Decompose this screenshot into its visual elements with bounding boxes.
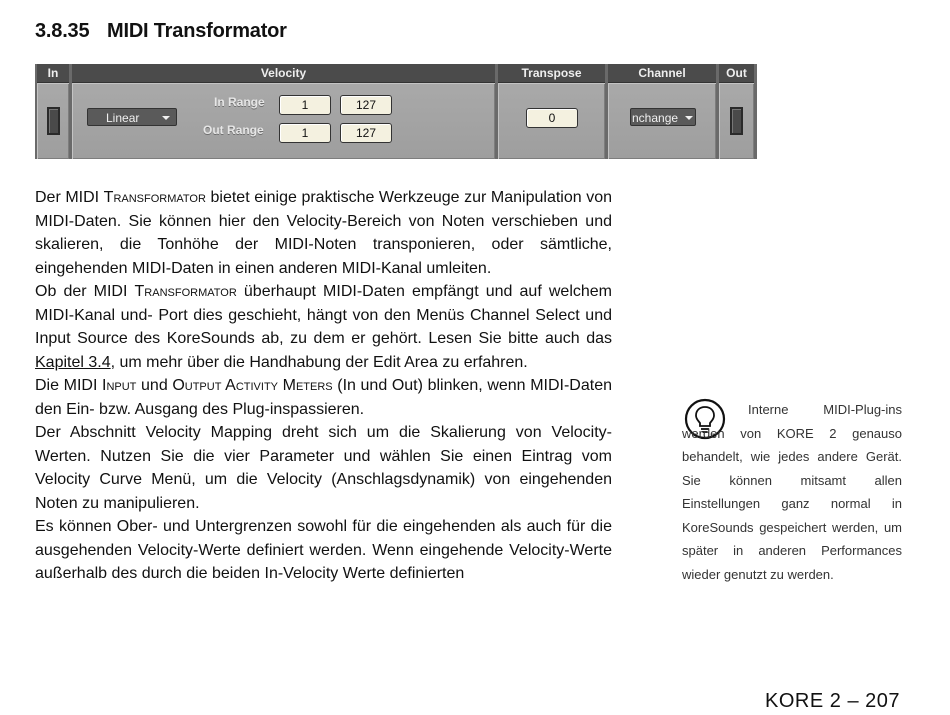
section-title: MIDI Transformator [107,20,287,42]
channel-header: Channel [608,64,716,83]
in-range-label: In Range [214,95,265,109]
page-footer: KORE 2 – 207 [765,690,900,712]
section-heading [35,20,287,43]
main-text [35,186,612,586]
in-range-min-field[interactable]: 1 [279,95,331,115]
chevron-down-icon [162,116,170,120]
side-note-text: Interne MIDI-Plug-ins werden von KORE 2 genauso behandelt, wie jedes andere Gerät. Sie können mitsamt allen Einstellungen ganz normal in KoreSounds gespeichert werden, um später in anderen Performances wieder genutzt zu werden. [682,402,902,582]
out-range-max-field[interactable]: 127 [340,123,392,143]
transpose-section [498,64,605,159]
output-activity-meter [730,107,743,135]
channel-value: nchange [632,111,679,125]
side-note [682,398,902,586]
paragraph: Der MIDI Transformator bietet einige praktische Werkzeuge zur Manipulation von MIDI-Daten. Sie können hier den Velocity-Bereich von Noten verschieben und skalieren, die Tonhöhe der MIDI-Noten transponieren, oder sämtliche, eingehenden MIDI-Daten in einen anderen MIDI-Kanal umleiten. [35,189,612,277]
paragraph: Die MIDI Input und Output Activity Meters (In und Out) blinken, wenn MIDI-Daten den Ein- bzw. Ausgang des Plug-inspassieren. [35,377,612,418]
transpose-field[interactable]: 0 [526,108,578,128]
in-range-max-field[interactable]: 127 [340,95,392,115]
velocity-curve-dropdown[interactable] [87,108,177,126]
midi-transformator-panel [35,64,757,159]
velocity-header: Velocity [72,64,495,83]
out-range-min-field[interactable]: 1 [279,123,331,143]
velocity-curve-value: Linear [106,111,140,125]
transpose-header: Transpose [498,64,605,83]
paragraph: Der Abschnitt Velocity Mapping dreht sich um die Skalierung von Velocity-Werten. Nutzen Sie die vier Parameter und wählen Sie einen Eintrag vom Velocity Curve Menü, um die Velocity (Anschlagsdynamik) von eingehenden Noten zu manipulieren. [35,424,612,512]
chevron-down-icon [685,116,693,120]
in-section [37,64,69,159]
out-section [719,64,754,159]
velocity-section [72,64,495,159]
input-activity-meter [47,107,60,135]
chapter-link[interactable]: Kapitel 3.4 [35,353,111,371]
paragraph: Ob der MIDI Transformator überhaupt MIDI-Daten empfängt und auf welchem MIDI-Kanal und- Port dies geschieht, hängt von den Menüs Channel Select und Input Source des KoreSounds ab, zu dem er gehört. Lesen Sie bitte auch das Kapitel 3.4, um mehr über die Handhabung der Edit Area zu erfahren. [35,283,613,371]
paragraph: Es können Ober- und Untergrenzen sowohl für die eingehenden als auch für die ausgehenden Velocity-Werte definiert werden. Wenn eingehende Velocity-Werte außerhalb des durch die beiden In-Velocity Werte definierten [35,518,612,582]
in-header: In [37,64,69,83]
channel-section [608,64,716,159]
section-number: 3.8.35 [35,20,90,42]
out-header: Out [719,64,754,83]
channel-dropdown[interactable] [630,108,696,126]
out-range-label: Out Range [203,123,264,137]
